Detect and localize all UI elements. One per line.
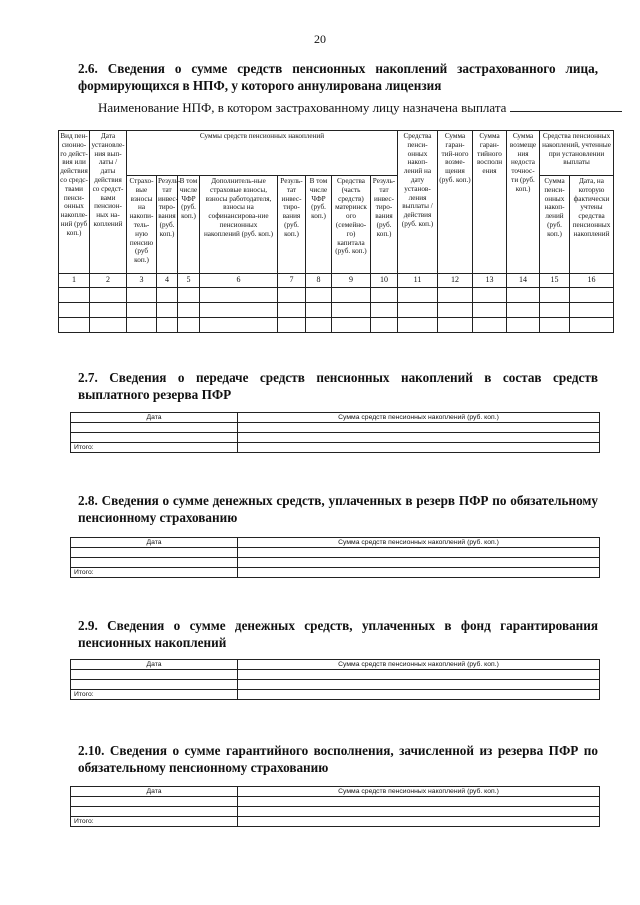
table-row[interactable] — [71, 558, 600, 568]
col-header-6: Дополнитель-ные страховые взносы, взносы работодателя, взносы на софинансирова-ние пенсионных накоплений (руб. коп.) — [200, 176, 278, 274]
column-number: 6 — [200, 274, 278, 288]
column-number: 1 — [59, 274, 90, 288]
col-header-payout: Средства пенсионных накоплений, учтенные при установлении выплаты — [540, 131, 614, 176]
reserve-payment-table — [70, 537, 600, 578]
column-number: 10 — [371, 274, 398, 288]
guarantee-replenishment-table — [70, 786, 600, 827]
table-row[interactable] — [59, 288, 614, 303]
column-number: 14 — [507, 274, 540, 288]
col-header-10: Резуль-тат инвес-тиро-вания (руб. коп.) — [371, 176, 398, 274]
col-header-4: Резуль-тат инвес-тиро-вания (руб. коп.) — [157, 176, 178, 274]
column-number: 3 — [127, 274, 157, 288]
guarantee-fund-table — [70, 659, 600, 700]
col-header-1: Вид пен-сионно-го дейст-вия или действия со средс-твами пенси-онных накопле-ний (руб коп.) — [59, 131, 90, 274]
col-header-14: Сумма возмеще ния недоста точнос-ти (руб. коп.) — [507, 131, 540, 274]
table-row[interactable] — [59, 318, 614, 333]
column-number-row — [59, 274, 614, 288]
col-header-13: Сумма гаран-тийного восполн ения — [473, 131, 507, 274]
section-2-7-title: 2.7. Сведения о передаче средств пенсионных накоплений в состав средств выплатного резерва ПФР — [78, 370, 598, 402]
npf-name-blank[interactable] — [510, 99, 622, 112]
total-row — [71, 690, 600, 700]
npf-name-label: Наименование НПФ, в котором застрахованному лицу назначена выплата — [98, 100, 507, 115]
column-number: 15 — [540, 274, 570, 288]
sum-column-header: Сумма средств пенсионных накоплений (руб. коп.) — [238, 538, 600, 548]
column-number: 11 — [398, 274, 438, 288]
col-header-7: Резуль-тат инвес-тиро-вания (руб. коп.) — [278, 176, 306, 274]
table-row[interactable] — [71, 548, 600, 558]
col-header-8: В том числе ЧФР (руб. коп.) — [306, 176, 332, 274]
col-header-12: Сумма гаран-тий-ного возме-щения (руб. коп.) — [438, 131, 473, 274]
total-label: Итого: — [71, 568, 238, 578]
transfer-reserve-table — [70, 412, 600, 453]
page-number: 20 — [314, 32, 326, 46]
col-header-5: В том числе ЧФР (руб. коп.) — [178, 176, 200, 274]
total-row — [71, 817, 600, 827]
sum-column-header: Сумма средств пенсионных накоплений (руб. коп.) — [238, 660, 600, 670]
table-row[interactable] — [71, 433, 600, 443]
total-label: Итого: — [71, 817, 238, 827]
column-number: 9 — [332, 274, 371, 288]
total-label: Итого: — [71, 690, 238, 700]
column-number: 16 — [570, 274, 614, 288]
column-number: 13 — [473, 274, 507, 288]
table-row[interactable] — [71, 807, 600, 817]
total-row — [71, 568, 600, 578]
col-header-sums: Суммы средств пенсионных накоплений — [127, 131, 398, 176]
column-number: 8 — [306, 274, 332, 288]
table-row[interactable] — [71, 680, 600, 690]
col-header-2: Дата установле-ния вып-латы / даты действия со средст-вами пенсион-ных на-коплений — [90, 131, 127, 274]
column-number: 5 — [178, 274, 200, 288]
date-column-header: Дата — [71, 787, 238, 797]
total-row — [71, 443, 600, 453]
column-number: 4 — [157, 274, 178, 288]
column-number: 7 — [278, 274, 306, 288]
table-row[interactable] — [59, 303, 614, 318]
sum-column-header: Сумма средств пенсионных накоплений (руб. коп.) — [238, 787, 600, 797]
table-row[interactable] — [71, 797, 600, 807]
pension-savings-table — [58, 130, 614, 333]
table-row[interactable] — [71, 423, 600, 433]
date-column-header: Дата — [71, 660, 238, 670]
col-header-3: Страхо-вые взносы на накопи-тель-ную пенсию (руб коп.) — [127, 176, 157, 274]
total-label: Итого: — [71, 443, 238, 453]
sum-column-header: Сумма средств пенсионных накоплений (руб. коп.) — [238, 413, 600, 423]
section-2-9-title: 2.9. Сведения о сумме денежных средств, уплаченных в фонд гарантирования пенсионных накоплений — [78, 618, 598, 650]
table-row[interactable] — [71, 670, 600, 680]
section-2-6-title: 2.6. Сведения о сумме средств пенсионных накоплений застрахованного лица, формирующихся в НПФ, у которого аннулирована лицензия — [78, 61, 598, 93]
col-header-11: Средства пенси-онных накоп-лений на дату установ-ления выплаты / действия (руб. коп.) — [398, 131, 438, 274]
npf-name-line — [98, 99, 622, 116]
col-header-15: Сумма пенси-онных накоп-лений (руб. коп.) — [540, 176, 570, 274]
section-2-10-title: 2.10. Сведения о сумме гарантийного восполнения, зачисленной из резерва ПФР по обязательному пенсионному страхованию — [78, 743, 598, 775]
column-number: 2 — [90, 274, 127, 288]
col-header-16: Дата, на которую фактически учтены средства пенсионных накоплений — [570, 176, 614, 274]
section-2-8-title: 2.8. Сведения о сумме денежных средств, уплаченных в резерв ПФР по обязательному пенсионному страхованию — [78, 493, 598, 525]
column-number: 12 — [438, 274, 473, 288]
col-header-9: Средства (часть средств) материнск ого (семейно-го) капитала (руб. коп.) — [332, 176, 371, 274]
date-column-header: Дата — [71, 413, 238, 423]
date-column-header: Дата — [71, 538, 238, 548]
